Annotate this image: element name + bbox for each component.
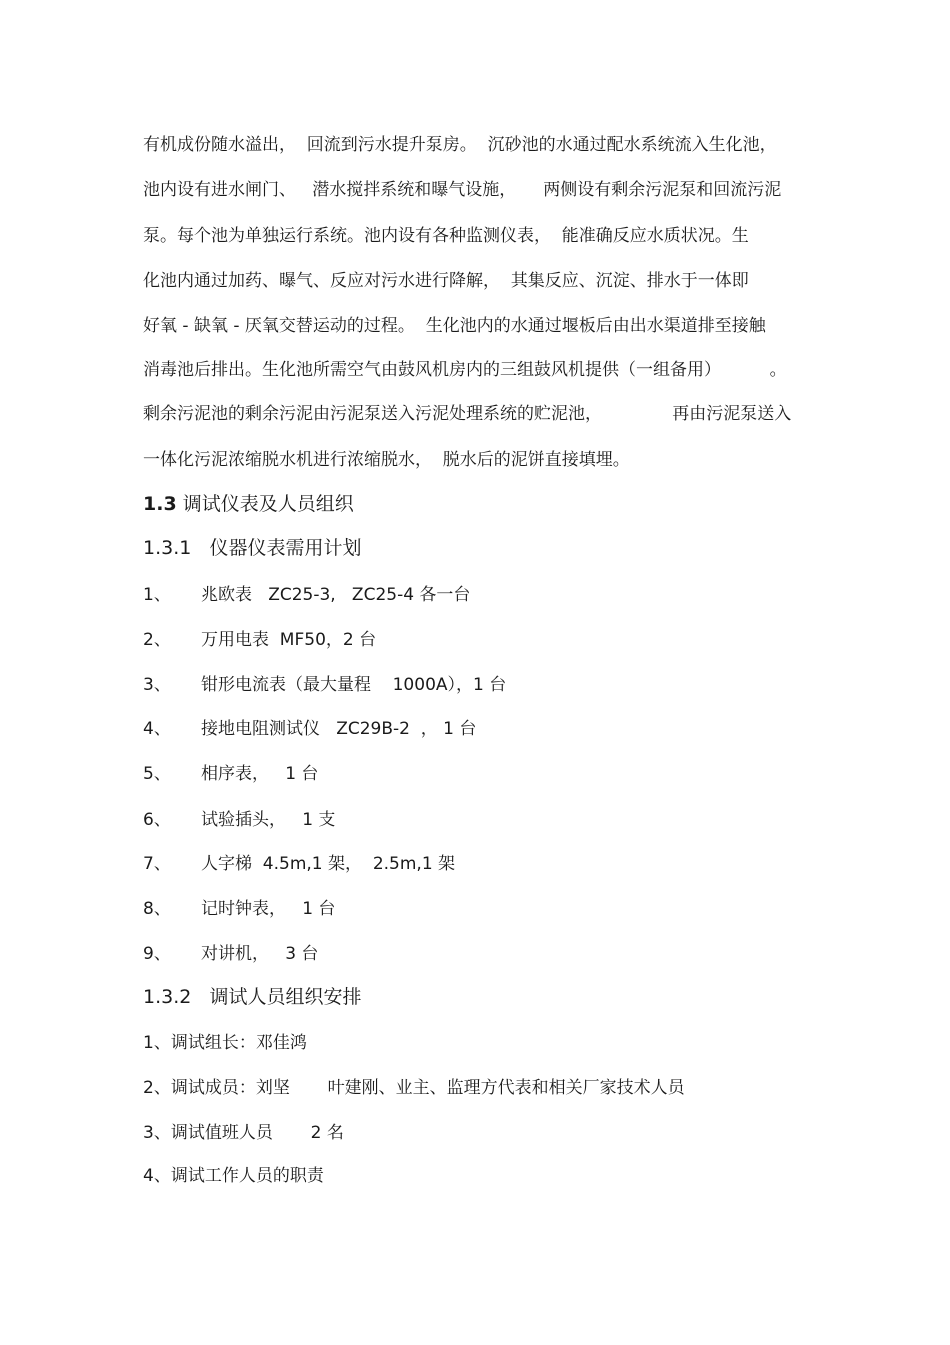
list-text: 接地电阻测试仪 ZC29B-2 ， 1 台	[201, 719, 477, 739]
list-text: 万用电表 MF50，2 台	[201, 630, 377, 650]
list-text: 对讲机， 3 台	[201, 944, 319, 964]
section-number: 1.3	[143, 493, 177, 515]
list-number: 4、	[143, 719, 171, 739]
paragraph-line: 池内设有进水闸门、 潜水搅拌系统和曝气设施， 两侧设有剩余污泥泵和回流污泥	[143, 180, 782, 200]
list-text: 相序表， 1 台	[201, 764, 319, 784]
list-number: 6、	[143, 810, 171, 830]
list-number: 7、	[143, 854, 171, 874]
instrument-item	[143, 808, 335, 832]
list-text: 试验插头， 1 支	[201, 810, 336, 830]
instrument-item	[143, 583, 470, 607]
instrument-item	[143, 673, 506, 697]
list-text: 人字梯 4.5m,1 架， 2.5m,1 架	[201, 854, 456, 874]
instrument-item	[143, 852, 455, 876]
list-number: 1、	[143, 585, 171, 605]
list-text: 兆欧表 ZC25-3, ZC25-4 各一台	[201, 585, 471, 605]
paragraph-line: 一体化污泥浓缩脱水机进行浓缩脱水， 脱水后的泥饼直接填埋。	[143, 450, 630, 470]
instrument-item	[143, 942, 318, 966]
paragraph-line: 消毒池后排出。生化池所需空气由鼓风机房内的三组鼓风机提供（一组备用） 。	[143, 360, 787, 380]
section-heading-1-3-1: 1.3.1 仪器仪表需用计划	[143, 537, 362, 559]
section-heading-1-3	[143, 492, 354, 516]
paragraph-line: 化池内通过加药、曝气、反应对污水进行降解， 其集反应、沉淀、排水于一体即	[143, 271, 749, 291]
instrument-item	[143, 897, 335, 921]
list-number: 3、	[143, 675, 171, 695]
section-heading-1-3-2: 1.3.2 调试人员组织安排	[143, 986, 362, 1008]
instrument-item	[143, 762, 318, 786]
staff-item: 3、调试值班人员 2 名	[143, 1123, 344, 1143]
staff-item: 1、调试组长：邓佳鸿	[143, 1033, 307, 1053]
paragraph-line: 剩余污泥池的剩余污泥由污泥泵送入污泥处理系统的贮泥池， 再由污泥泵送入	[143, 404, 792, 424]
list-number: 2、	[143, 630, 171, 650]
instrument-item	[143, 717, 476, 741]
list-number: 5、	[143, 764, 171, 784]
list-text: 钳形电流表（最大量程 1000A），1 台	[201, 675, 507, 695]
staff-item: 4、调试工作人员的职责	[143, 1166, 324, 1186]
instrument-item	[143, 628, 376, 652]
paragraph-line: 好氧 - 缺氧 - 厌氧交替运动的过程。 生化池内的水通过堰板后由出水渠道排至接触	[143, 316, 766, 336]
list-number: 9、	[143, 944, 171, 964]
paragraph-line: 泵。每个池为单独运行系统。池内设有各种监测仪表， 能准确反应水质状况。生	[143, 226, 749, 246]
staff-item: 2、调试成员：刘坚 叶建刚、业主、监理方代表和相关厂家技术人员	[143, 1078, 685, 1098]
list-number: 8、	[143, 899, 171, 919]
list-text: 记时钟表， 1 台	[201, 899, 336, 919]
paragraph-line: 有机成份随水溢出， 回流到污水提升泵房。 沉砂池的水通过配水系统流入生化池，	[143, 135, 777, 155]
section-title: 调试仪表及人员组织	[176, 493, 354, 515]
